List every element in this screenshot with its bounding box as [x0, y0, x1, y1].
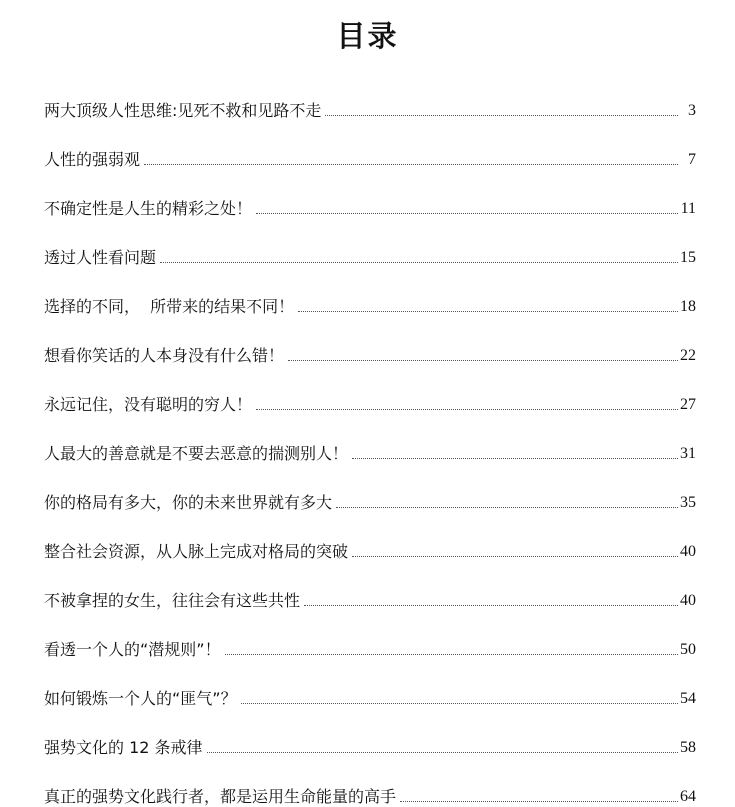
toc-entry[interactable] [44, 72, 696, 121]
toc-entry[interactable] [44, 660, 696, 709]
dot-leader [256, 408, 678, 410]
toc-entry[interactable] [44, 464, 696, 513]
toc-page-number: 3 [688, 102, 696, 119]
toc-entry[interactable] [44, 415, 696, 464]
toc-entry-title[interactable]: 人性的强弱观 [44, 150, 141, 169]
toc-entry[interactable] [44, 170, 696, 219]
toc-entry-title[interactable]: 如何锻炼一个人的“匪气”？ [44, 689, 237, 708]
toc-entry-title[interactable]: 想看你笑话的人本身没有什么错！ [44, 346, 285, 365]
dot-leader [352, 555, 678, 557]
toc-entry[interactable] [44, 611, 696, 660]
dot-leader [241, 702, 678, 704]
toc-page-number: 11 [680, 200, 696, 217]
toc-entry[interactable] [44, 317, 696, 366]
toc-entry-title[interactable]: 两大顶级人性思维:见死不救和见路不走 [44, 101, 322, 120]
toc-entry[interactable] [44, 709, 696, 758]
toc-page-number: 35 [680, 494, 696, 511]
toc-page-number: 40 [680, 592, 696, 609]
dot-leader [336, 506, 678, 508]
toc-entry[interactable] [44, 121, 696, 170]
toc-page-number: 31 [680, 445, 696, 462]
dot-leader [304, 604, 678, 606]
toc-entry[interactable] [44, 366, 696, 415]
toc-entry[interactable] [44, 562, 696, 611]
toc-entry-title[interactable]: 真正的强势文化践行者，都是运用生命能量的高手 [44, 787, 397, 806]
toc-page-number: 27 [680, 396, 696, 413]
toc-entry-title[interactable]: 整合社会资源，从人脉上完成对格局的突破 [44, 542, 349, 561]
dot-leader [256, 212, 678, 214]
toc-entry-title[interactable]: 你的格局有多大，你的未来世界就有多大 [44, 493, 333, 512]
toc-page-number: 22 [680, 347, 696, 364]
toc-page-number: 64 [680, 788, 696, 805]
toc-page-number: 58 [680, 739, 696, 756]
toc-page-number: 50 [680, 641, 696, 658]
toc-entry[interactable] [44, 513, 696, 562]
dot-leader [400, 800, 678, 802]
toc-entry[interactable] [44, 268, 696, 317]
dot-leader [225, 653, 678, 655]
toc-entry[interactable] [44, 219, 696, 268]
toc-page-number: 18 [680, 298, 696, 315]
dot-leader [325, 114, 678, 116]
toc-entry-title[interactable]: 永远记住，没有聪明的穷人！ [44, 395, 253, 414]
toc-entry-title[interactable]: 强势文化的 12 条戒律 [44, 738, 203, 757]
toc-entry-title[interactable]: 不确定性是人生的精彩之处！ [44, 199, 253, 218]
dot-leader [160, 261, 678, 263]
toc-page-number: 40 [680, 543, 696, 560]
toc-title: 目录 [336, 19, 399, 53]
dot-leader [298, 310, 678, 312]
toc-entry-title[interactable]: 不被拿捏的女生，往往会有这些共性 [44, 591, 301, 610]
toc-page-number: 7 [688, 151, 696, 168]
toc-entry-title[interactable]: 人最大的善意就是不要去恶意的揣测别人！ [44, 444, 349, 463]
toc-entry-title[interactable]: 选择的不同， 所带来的结果不同！ [44, 297, 295, 316]
dot-leader [352, 457, 678, 459]
toc-list [44, 72, 696, 807]
dot-leader [144, 163, 678, 165]
dot-leader [207, 751, 678, 753]
toc-entry-title[interactable]: 看透一个人的“潜规则”！ [44, 640, 221, 659]
dot-leader [288, 359, 678, 361]
toc-page-number: 15 [680, 249, 696, 266]
toc-entry-title[interactable]: 透过人性看问题 [44, 248, 157, 267]
toc-page-number: 54 [680, 690, 696, 707]
